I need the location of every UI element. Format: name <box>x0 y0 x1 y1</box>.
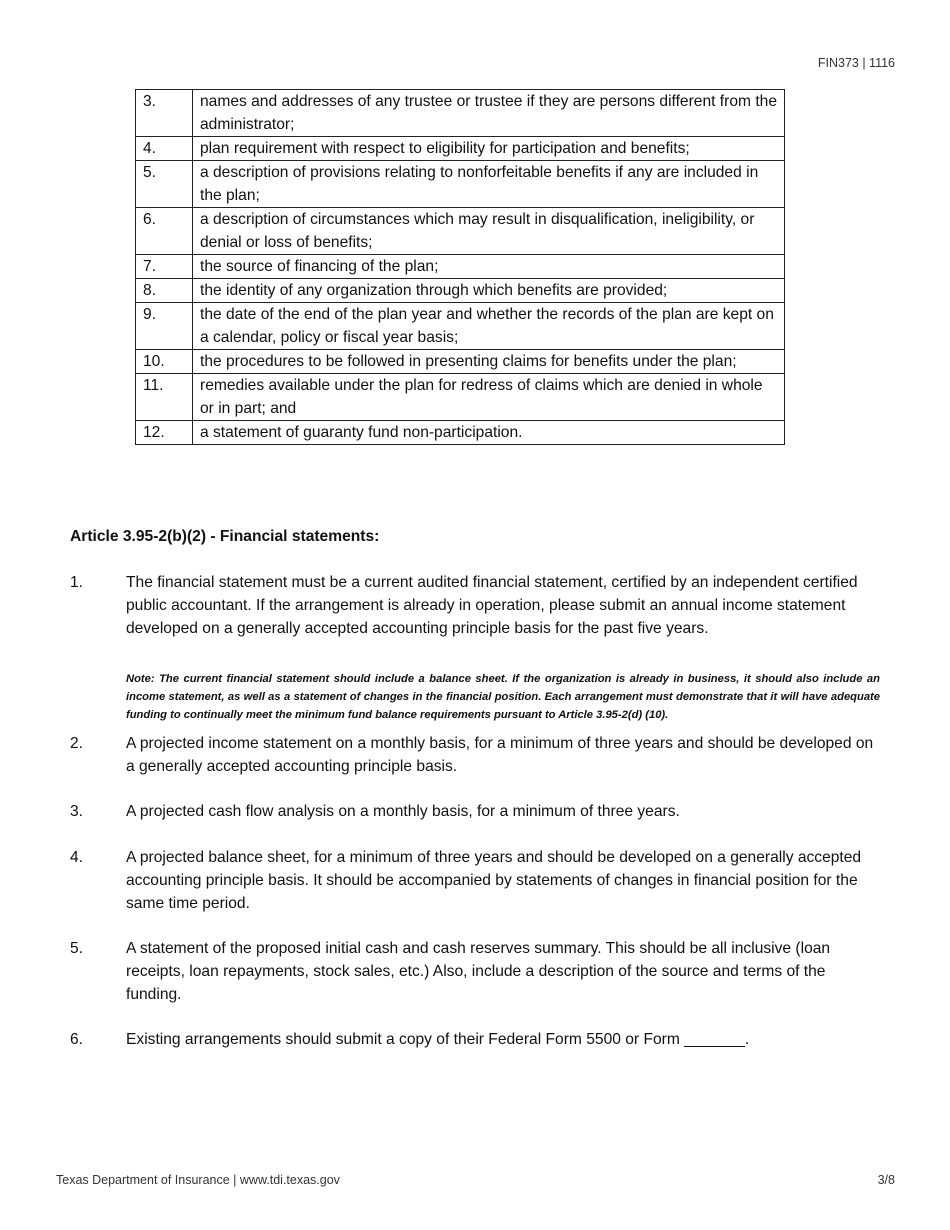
row-number: 11. <box>136 374 193 421</box>
table-row <box>136 303 785 350</box>
row-number: 8. <box>136 279 193 303</box>
table-row <box>136 421 785 445</box>
list-item <box>70 937 882 1006</box>
table-row <box>136 255 785 279</box>
note-text: Note: The current financial statement should include a balance sheet. If the organization is already in business, it should also include an income statement, as well as a statement of changes in the financial position. Each arrangement must demonstrate that it will have adequate funding to continually meet the minimum fund balance requirements pursuant to Article 3.95-2(d) (10). <box>126 673 880 721</box>
table-row <box>136 208 785 255</box>
row-text: the date of the end of the plan year and whether the records of the plan are kept on a calendar, policy or fiscal year basis; <box>193 303 785 350</box>
form-code: FIN373 | 1116 <box>817 56 895 70</box>
table-row <box>136 90 785 137</box>
row-text: the identity of any organization through which benefits are provided; <box>193 279 785 303</box>
row-text: plan requirement with respect to eligibility for participation and benefits; <box>193 137 785 161</box>
item-number: 6. <box>70 1031 84 1048</box>
item-text: Existing arrangements should submit a copy of their Federal Form 5500 or Form _______. <box>126 1031 750 1048</box>
item-text: A projected balance sheet, for a minimum of three years and should be developed on a generally accepted accounting principle basis. It should be accompanied by statements of changes in financial position for the same time period. <box>126 849 862 912</box>
row-text: a statement of guaranty fund non-participation. <box>193 421 785 445</box>
list-item <box>70 1028 882 1051</box>
item-text: A statement of the proposed initial cash and cash reserves summary. This should be all inclusive (loan receipts, loan repayments, stock sales, etc.) Also, include a description of the source and terms of the funding. <box>126 940 831 1003</box>
table-row <box>136 374 785 421</box>
row-number: 10. <box>136 350 193 374</box>
row-text: the procedures to be followed in presenting claims for benefits under the plan; <box>193 350 785 374</box>
row-number: 4. <box>136 137 193 161</box>
row-number: 7. <box>136 255 193 279</box>
item-number: 2. <box>70 735 84 752</box>
list-item <box>70 800 882 823</box>
item-number: 5. <box>70 940 84 957</box>
row-number: 6. <box>136 208 193 255</box>
table-row <box>136 350 785 374</box>
row-text: names and addresses of any trustee or trustee if they are persons different from the administrator; <box>193 90 785 137</box>
item-number: 1. <box>70 574 84 591</box>
table-row <box>136 279 785 303</box>
row-text: remedies available under the plan for redress of claims which are denied in whole or in part; and <box>193 374 785 421</box>
row-number: 9. <box>136 303 193 350</box>
footer-agency: Texas Department of Insurance | www.tdi.texas.gov <box>56 1173 340 1187</box>
table-row <box>136 161 785 208</box>
requirements-table <box>135 89 785 445</box>
page-number: 3/8 <box>877 1173 895 1187</box>
item-number: 3. <box>70 803 84 820</box>
table-row <box>136 137 785 161</box>
list-item <box>70 732 882 778</box>
item-text: The financial statement must be a current audited financial statement, certified by an independent certified public accountant. If the arrangement is already in operation, please submit an annual income statement developed on a generally accepted accounting principle basis for the past five years. <box>126 574 858 637</box>
article-heading: Article 3.95-2(b)(2) - Financial statements: <box>70 528 380 545</box>
row-number: 12. <box>136 421 193 445</box>
row-text: a description of provisions relating to nonforfeitable benefits if any are included in the plan; <box>193 161 785 208</box>
item-text: A projected income statement on a monthly basis, for a minimum of three years and should be developed on a generally accepted accounting principle basis. <box>126 735 874 775</box>
row-text: a description of circumstances which may result in disqualification, ineligibility, or denial or loss of benefits; <box>193 208 785 255</box>
item-number: 4. <box>70 849 84 866</box>
list-item <box>70 571 882 640</box>
list-item <box>70 846 882 915</box>
item-text: A projected cash flow analysis on a monthly basis, for a minimum of three years. <box>126 803 680 820</box>
row-number: 5. <box>136 161 193 208</box>
row-text: the source of financing of the plan; <box>193 255 785 279</box>
row-number: 3. <box>136 90 193 137</box>
